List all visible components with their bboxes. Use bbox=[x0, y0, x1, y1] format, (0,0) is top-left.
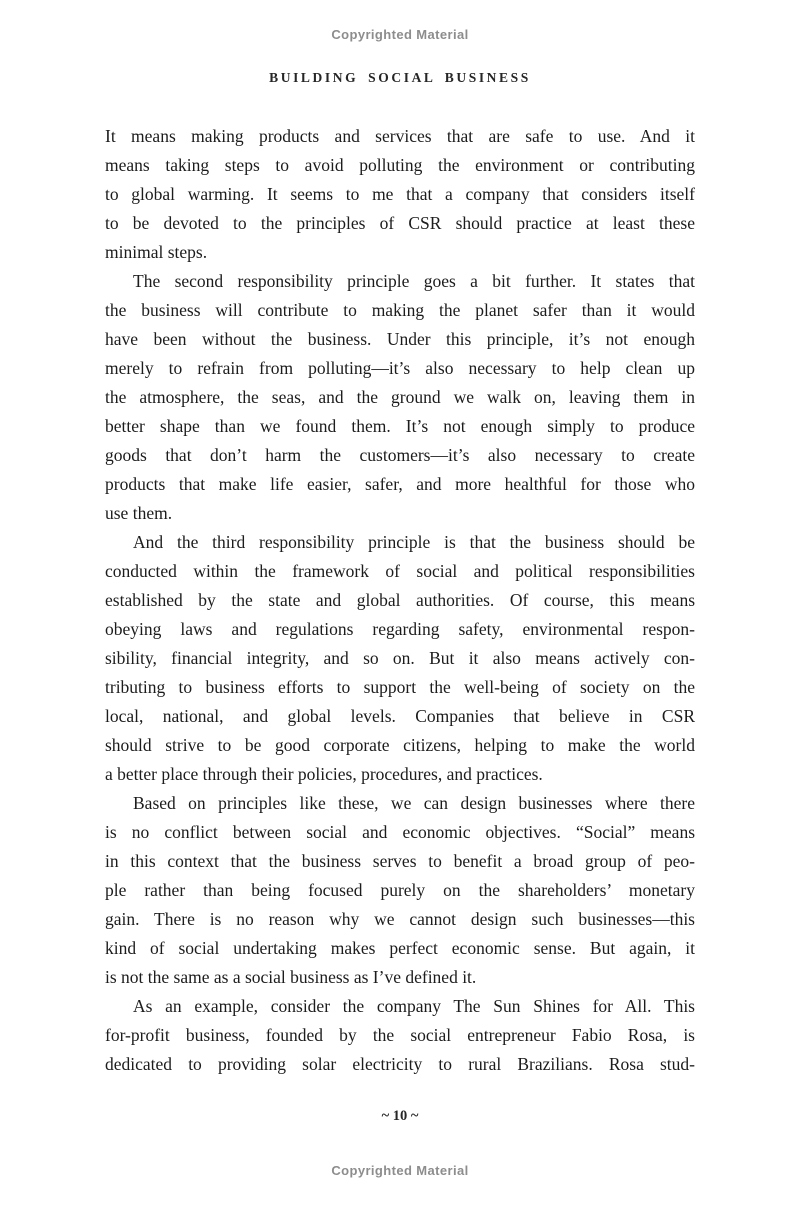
text-line: is not the same as a social business as I’ve defined it. bbox=[105, 967, 477, 987]
text-line: dedicated to providing solar electricity to rural Brazilians. Rosa stud- bbox=[105, 1054, 695, 1074]
text-line: to be devoted to the principles of CSR should practice at least these bbox=[105, 213, 695, 233]
copyright-watermark-bottom: Copyrighted Material bbox=[331, 1163, 469, 1178]
text-line: should strive to be good corporate citizens, helping to make the world bbox=[105, 735, 695, 755]
paragraph-2 bbox=[105, 267, 695, 528]
text-line: kind of social undertaking makes perfect economic sense. But again, it bbox=[105, 938, 695, 958]
paragraph-1 bbox=[105, 122, 695, 267]
text-line: It means making products and services that are safe to use. And it bbox=[105, 126, 695, 146]
text-line: to global warming. It seems to me that a company that considers itself bbox=[105, 184, 695, 204]
text-line: conducted within the framework of social and political responsibilities bbox=[105, 561, 695, 581]
text-line: in this context that the business serves to benefit a broad group of peo- bbox=[105, 851, 695, 871]
text-line: obeying laws and regulations regarding safety, environmental respon- bbox=[105, 619, 695, 639]
text-line: And the third responsibility principle is that the business should be bbox=[133, 532, 695, 552]
copyright-watermark-top: Copyrighted Material bbox=[331, 27, 469, 42]
text-line: for-profit business, founded by the social entrepreneur Fabio Rosa, is bbox=[105, 1025, 695, 1045]
text-line: The second responsibility principle goes a bit further. It states that bbox=[133, 271, 695, 291]
text-line: the business will contribute to making the planet safer than it would bbox=[105, 300, 695, 320]
text-line: merely to refrain from polluting—it’s also necessary to help clean up bbox=[105, 358, 695, 378]
paragraph-3 bbox=[105, 528, 695, 789]
text-line: local, national, and global levels. Companies that believe in CSR bbox=[105, 706, 695, 726]
text-line: sibility, financial integrity, and so on. But it also means actively con- bbox=[105, 648, 695, 668]
text-line: is no conflict between social and economic objectives. “Social” means bbox=[105, 822, 695, 842]
text-line: products that make life easier, safer, and more healthful for those who bbox=[105, 474, 695, 494]
text-line: minimal steps. bbox=[105, 242, 208, 262]
text-line: the atmosphere, the seas, and the ground we walk on, leaving them in bbox=[105, 387, 695, 407]
text-line: ple rather than being focused purely on the shareholders’ monetary bbox=[105, 880, 695, 900]
text-line: use them. bbox=[105, 503, 173, 523]
body-text-block bbox=[105, 122, 695, 1079]
text-line: better shape than we found them. It’s not enough simply to produce bbox=[105, 416, 695, 436]
paragraph-5 bbox=[105, 992, 695, 1079]
running-head-book-title: BUILDING SOCIAL BUSINESS bbox=[269, 70, 531, 85]
text-line: have been without the business. Under this principle, it’s not enough bbox=[105, 329, 695, 349]
paragraph-4 bbox=[105, 789, 695, 992]
text-line: gain. There is no reason why we cannot design such businesses—this bbox=[105, 909, 695, 929]
text-line: a better place through their policies, procedures, and practices. bbox=[105, 764, 543, 784]
text-line: tributing to business efforts to support the well-being of society on the bbox=[105, 677, 695, 697]
text-line: goods that don’t harm the customers—it’s also necessary to create bbox=[105, 445, 695, 465]
text-line: established by the state and global authorities. Of course, this means bbox=[105, 590, 695, 610]
text-line: Based on principles like these, we can design businesses where there bbox=[133, 793, 695, 813]
text-line: As an example, consider the company The Sun Shines for All. This bbox=[133, 996, 695, 1016]
page-number: ~ 10 ~ bbox=[381, 1108, 419, 1124]
text-line: means taking steps to avoid polluting the environment or contributing bbox=[105, 155, 695, 175]
